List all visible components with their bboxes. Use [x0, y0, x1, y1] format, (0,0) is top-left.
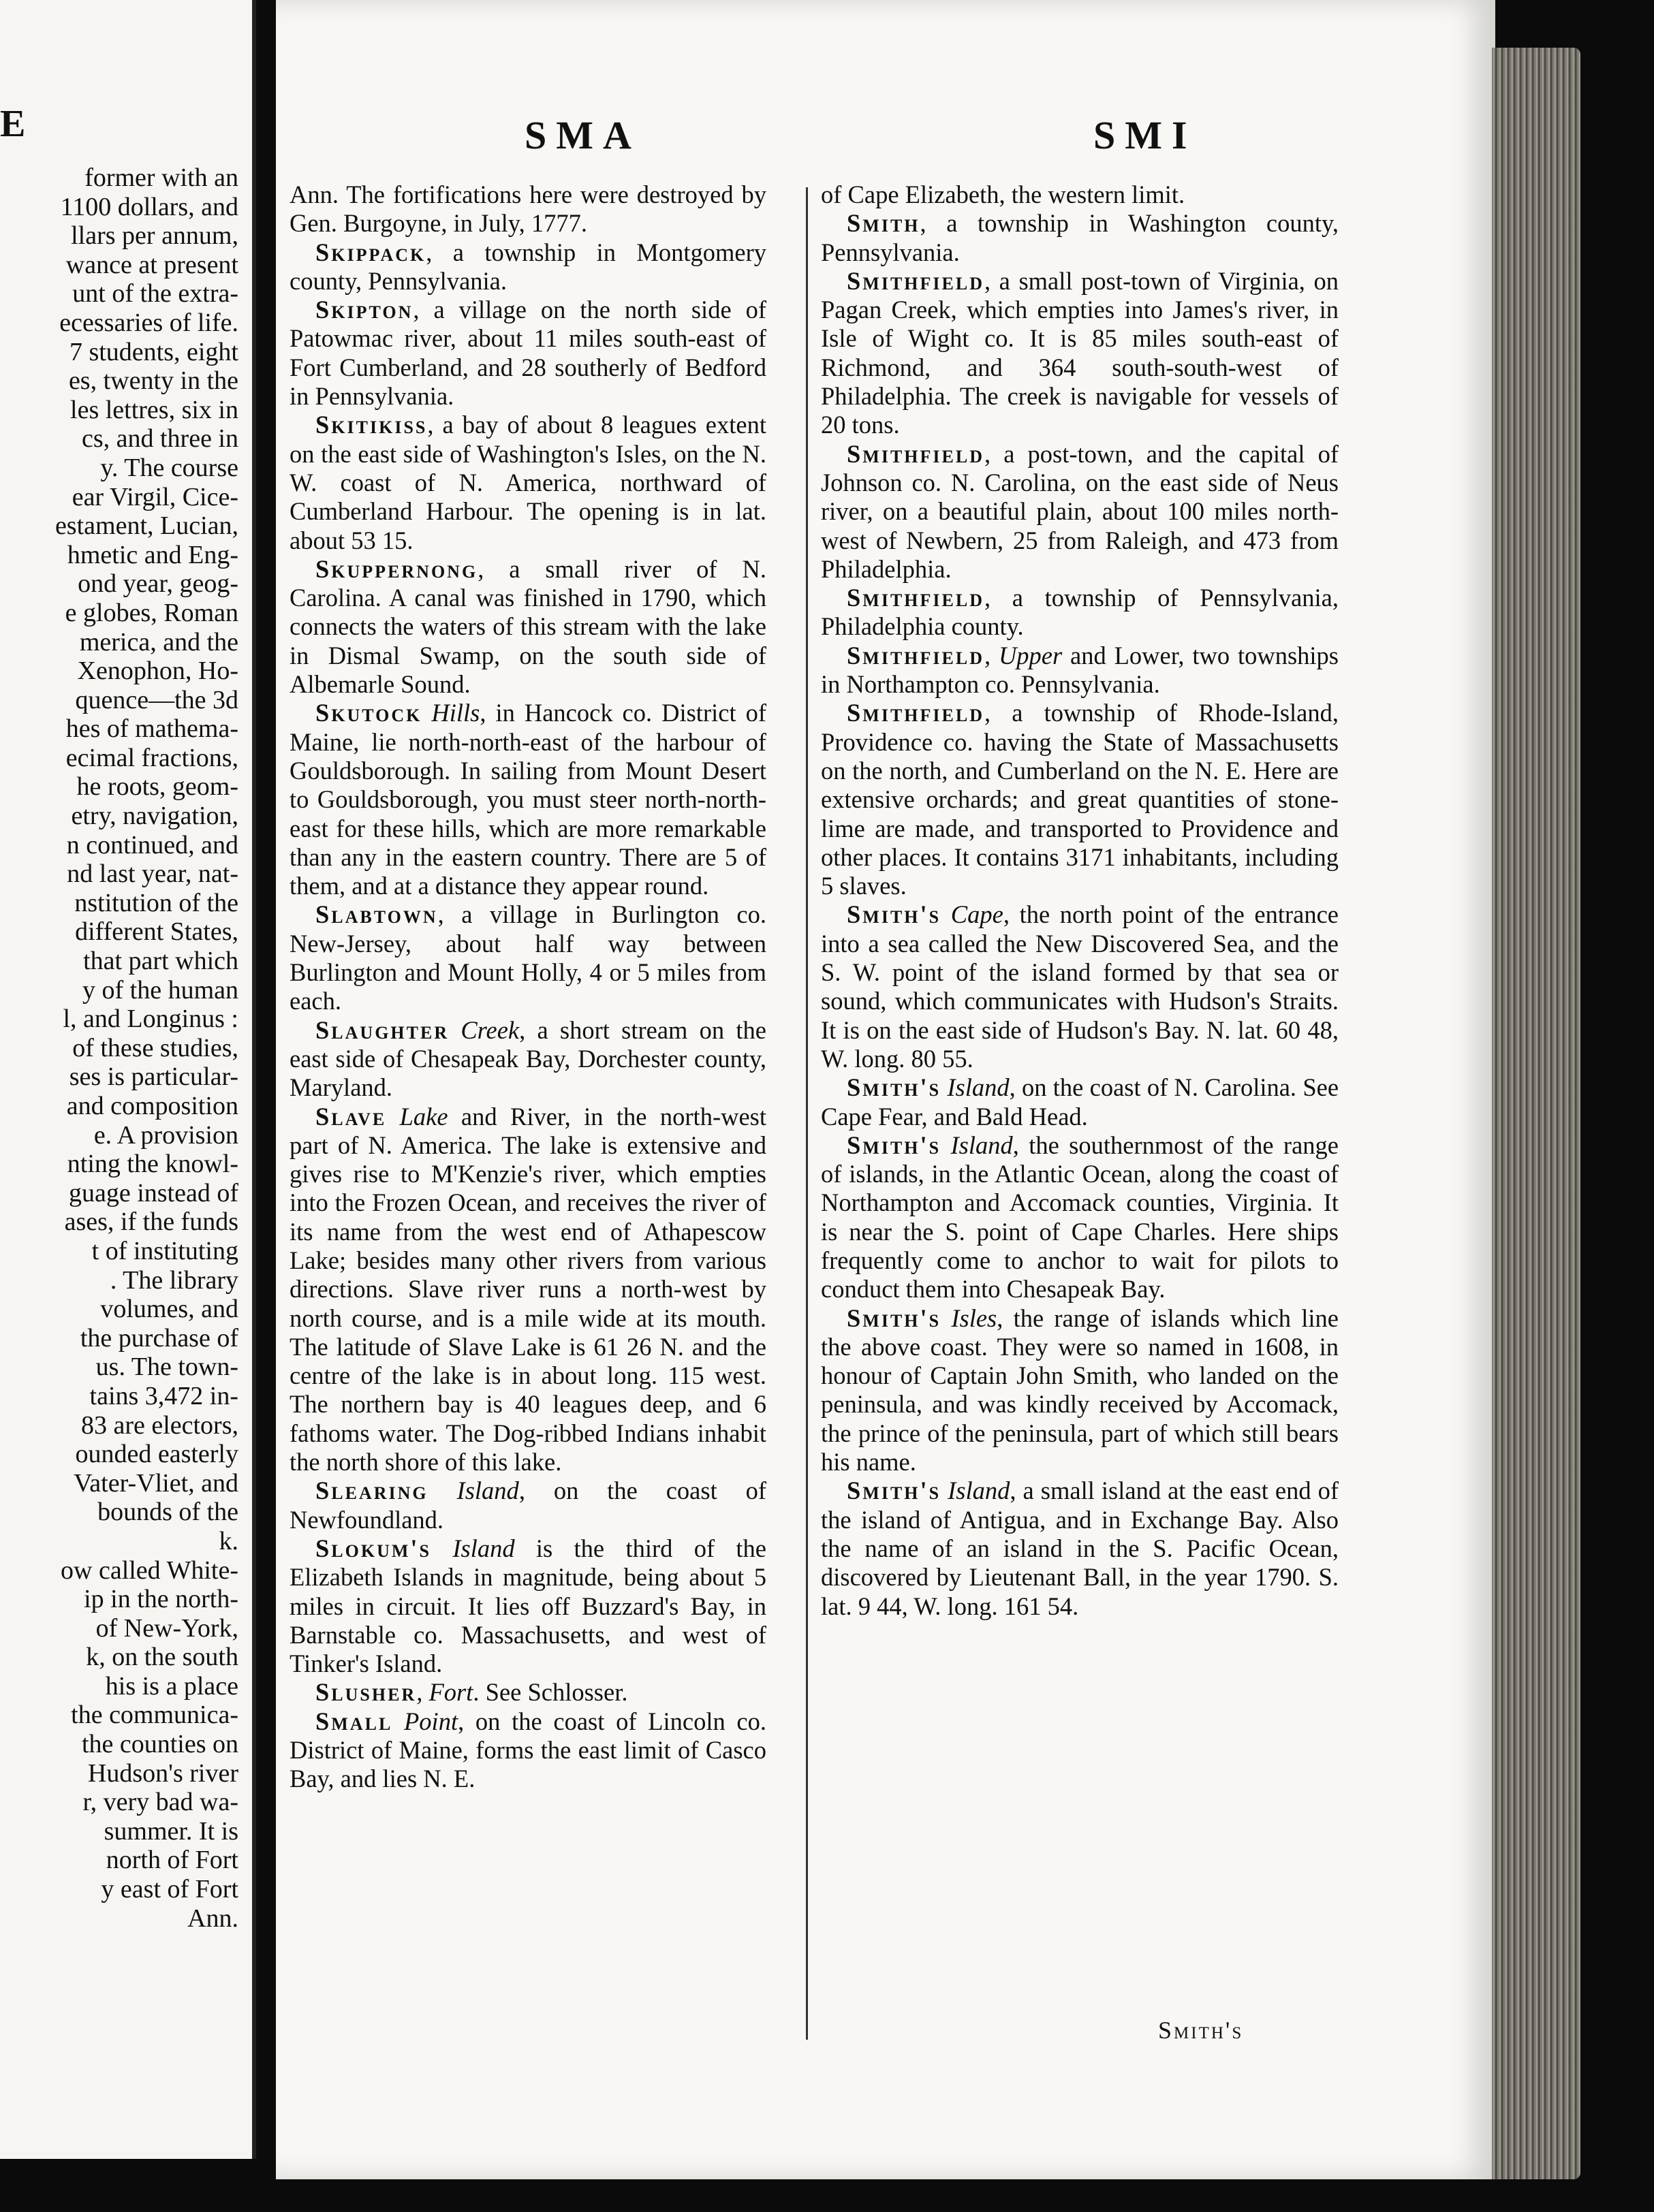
entry-qualifier: Creek — [449, 1015, 520, 1044]
facing-page-line: he roots, geom- — [76, 772, 238, 802]
entry-text: , a village in Burlington co. New-Jersey, about half way between Burlington and Mount Holly, 4 or 5 miles from each. — [290, 900, 766, 1015]
facing-page-line: former with an — [84, 163, 238, 192]
facing-page-line: etry, navigation, — [71, 802, 238, 831]
entry-headword: Smith's — [847, 1131, 941, 1159]
entry-qualifier: Island — [428, 1476, 519, 1505]
facing-page-line: tains 3,472 in- — [89, 1381, 238, 1410]
facing-page-line: different States, — [75, 917, 238, 947]
entry-headword: Smith's — [847, 1073, 941, 1102]
facing-page-line: k. — [219, 1526, 238, 1555]
facing-page-line: quence—the 3d — [75, 685, 238, 714]
entry-text: . See Schlosser. — [473, 1678, 628, 1707]
entry-qualifier: , Upper — [984, 641, 1063, 669]
facing-page-line: merica, and the — [79, 627, 238, 657]
facing-page-line: ounded easterly — [75, 1440, 238, 1469]
gazetteer-entry — [821, 180, 1339, 209]
entry-qualifier: Point — [392, 1707, 458, 1735]
facing-page-line: e globes, Roman — [65, 598, 238, 627]
facing-page-line: y east of Fort — [101, 1875, 238, 1904]
entry-headword: Smithfield — [847, 266, 984, 295]
entry-text: , the range of islands which line the above coast. They were so named in 1608, in honour of Captain John Smith, who landed on the peninsula, and was kindly received by Accomack, the prince of the peninsula, part of which still bears his name. — [821, 1304, 1339, 1476]
entry-headword: Skipton — [315, 296, 414, 324]
entry-text: , a post-town, and the capital of Johnson co. N. Carolina, on the east side of Neus river, on a beautiful plain, about 100 miles north-west of Newbern, 25 from Raleigh, and 473 from Philadelphia. — [821, 439, 1339, 583]
gazetteer-entry — [290, 1534, 766, 1678]
gazetteer-entry — [821, 267, 1339, 440]
entry-headword: Slaughter — [315, 1015, 450, 1044]
entry-qualifier: Island — [941, 1073, 1010, 1102]
entry-text: , a small river of N. Carolina. A canal was finished in 1790, which connects the waters of this stream with the lake in Dismal Swamp, on the south side of Albemarle Sound. — [290, 554, 766, 699]
facing-page-line: cs, and three in — [81, 424, 238, 454]
entry-headword: Smithfield — [847, 641, 984, 669]
facing-page-left — [0, 0, 256, 2159]
entry-headword: Smith's — [847, 900, 941, 929]
facing-page-line: ases, if the funds — [64, 1207, 238, 1237]
entry-qualifier: Island — [431, 1534, 515, 1562]
facing-page-line: his is a place — [105, 1671, 238, 1701]
gazetteer-entry — [290, 1707, 766, 1794]
book-page-edges — [1492, 48, 1580, 2179]
gazetteer-entry — [290, 1678, 766, 1707]
entry-qualifier: Cape — [941, 900, 1003, 929]
facing-page-line: hmetic and Eng- — [67, 540, 238, 569]
gazetteer-entry — [821, 642, 1339, 699]
gazetteer-entry — [290, 900, 766, 1015]
entry-headword: Slusher — [315, 1678, 417, 1707]
entry-text: , a township of Pennsylvania, Philadelphia county. — [821, 584, 1339, 641]
facing-page-line: ecimal fractions, — [65, 743, 238, 772]
facing-page-running-head: E — [0, 103, 29, 145]
entry-text: , on the coast of N. Carolina. See Cape Fear, and Bald Head. — [821, 1073, 1339, 1131]
entry-qualifier: Isles — [941, 1304, 997, 1332]
entry-text: , on the coast of Lincoln co. District of Maine, forms the east limit of Casco Bay, and lies N. E. — [290, 1707, 766, 1793]
facing-page-line: 7 students, eight — [69, 337, 238, 366]
facing-page-line: r, very bad wa- — [82, 1788, 238, 1817]
entry-headword: Skutock — [315, 699, 422, 727]
facing-page-line: n continued, and — [66, 830, 238, 859]
facing-page-line: les lettres, six in — [70, 395, 238, 424]
gazetteer-entry — [821, 209, 1339, 267]
facing-page-line: of New-York, — [95, 1613, 238, 1643]
entry-headword: Slokum's — [315, 1534, 432, 1562]
entry-text: Ann. The fortifications here were destroyed by Gen. Burgoyne, in July, 1777. — [290, 180, 766, 238]
entry-headword: Smith's — [847, 1304, 941, 1332]
facing-page-line: Ann. — [187, 1903, 238, 1933]
entry-headword: Skippack — [315, 238, 426, 266]
entry-text: , in Hancock co. District of Maine, lie north-north-east of the harbour of Gouldsborough. In sailing from Mount Desert to Gouldsborough, you must steer north-north-east for these hills, which are more remarkable than any in the eastern country. There are 5 of them, and at a distance they appear round. — [290, 699, 766, 900]
gazetteer-entry — [290, 699, 766, 900]
facing-page-line: . The library — [110, 1265, 238, 1295]
entry-headword: Slave — [315, 1102, 387, 1131]
facing-page-line: nstitution of the — [74, 888, 238, 917]
facing-page-line: e. A provision — [93, 1120, 238, 1150]
entry-headword: Smithfield — [847, 439, 984, 468]
facing-page-line: the counties on — [81, 1730, 238, 1759]
facing-page-line: 1100 dollars, and — [60, 192, 238, 221]
facing-page-line: l, and Longinus : — [63, 1005, 238, 1034]
entry-qualifier: Lake — [386, 1102, 448, 1131]
facing-page-line: summer. It is — [104, 1816, 238, 1846]
entry-text: , a township of Rhode-Island, Providence co. having the State of Massachusetts on the north, and Cumberland on the N. E. Here are extensive orchards; and great quantities of stone-lime are made, and transported to Providence and other places. It contains 3171 inhabitants, including 5 slaves. — [821, 699, 1339, 900]
gazetteer-entry — [821, 699, 1339, 900]
facing-page-line: llars per annum, — [71, 221, 238, 251]
entry-qualifier: , Fort — [416, 1678, 473, 1707]
text-column-right — [821, 180, 1339, 1621]
entry-text: , a bay of about 8 leagues extent on the east side of Washington's Isles, on the N. W. coast of N. America, northward of Cumberland Harbour. The opening is in lat. about 53 15. — [290, 411, 766, 554]
gazetteer-entry — [821, 900, 1339, 1073]
facing-page-line: 83 are electors, — [80, 1410, 238, 1440]
entry-text: and River, in the north-west part of N. America. The lake is extensive and gives rise to M'Kenzie's river, which empties into the Frozen Ocean, and receives the river of its name from the west end of Athapescow Lake; besides many other rivers from various directions. Slave river runs a north-west by north course, and is a mile wide at its mouth. The latitude of Slave Lake is 61 26 N. and the centre of the lake is in about long. 115 west. The northern bay is 40 leagues deep, and 6 fathoms water. The Dog-ribbed Indians inhabit the north shore of this lake. — [290, 1102, 767, 1476]
gazetteer-entry — [290, 555, 766, 699]
gazetteer-entry — [821, 1476, 1339, 1620]
entry-text: , a short stream on the east side of Chesapeak Bay, Dorchester county, Maryland. — [290, 1015, 766, 1102]
gazetteer-entry — [290, 1016, 766, 1103]
gazetteer-entry — [290, 1476, 766, 1534]
entry-text: , a township in Montgomery county, Pennsylvania. — [290, 238, 766, 295]
entry-qualifier: Hills — [422, 699, 480, 727]
facing-page-line: that part which — [83, 947, 238, 976]
gazetteer-entry — [290, 180, 766, 238]
entry-text: , the north point of the entrance into a sea called the New Discovered Sea, and the S. W. point of the island formed by that sea or sound, which communicates with Hudson's Straits. It is on the east side of Hudson's Bay. N. lat. 60 48, W. long. 80 55. — [821, 900, 1339, 1073]
entry-text: , the southernmost of the range of islands, in the Atlantic Ocean, along the coast of Northampton and Accomack counties, Virginia. It is near the S. point of Cape Charles. Here ships frequently come to anchor to wait for pilots to conduct them into Chesapeak Bay. — [821, 1131, 1339, 1304]
facing-page-line: Xenophon, Ho- — [77, 657, 238, 686]
entry-text: is the third of the Elizabeth Islands in magnitude, being about 5 miles in circuit. It lies off Buzzard's Bay, in Barnstable co. Massachusetts, and west of Tinker's Island. — [290, 1534, 766, 1678]
entry-text: , on the coast of Newfoundland. — [290, 1476, 767, 1534]
entry-text: of Cape Elizabeth, the western limit. — [821, 180, 1185, 208]
facing-page-line: of these studies, — [72, 1033, 238, 1062]
facing-page-line: estament, Lucian, — [54, 511, 238, 541]
entry-text: , a village on the north side of Patowmac river, about 11 miles south-east of Fort Cumberland, and 28 southerly of Bedford in Pennsylvania. — [290, 296, 766, 411]
facing-page-line: ecessaries of life. — [59, 308, 238, 337]
gazetteer-entry — [821, 1304, 1339, 1477]
facing-page-line: north of Fort — [106, 1846, 238, 1875]
entry-headword: Smith — [847, 209, 920, 238]
facing-page-line: volumes, and — [100, 1295, 238, 1324]
entry-text: , a township in Washington county, Pennsylvania. — [821, 209, 1339, 266]
catchword: Smith's — [1158, 2017, 1244, 2044]
facing-page-line: nd last year, nat- — [67, 859, 238, 889]
facing-page-line: wance at present — [65, 250, 238, 279]
gazetteer-entry — [821, 1131, 1339, 1304]
gazetteer-entry — [821, 440, 1339, 584]
running-head-left: SMA — [525, 113, 641, 157]
facing-page-line: t of instituting — [91, 1236, 238, 1265]
facing-page-line: Vater-Vliet, and — [74, 1468, 238, 1498]
facing-page-line: ow called White- — [61, 1555, 238, 1585]
entry-headword: Smithfield — [847, 584, 984, 612]
facing-page-line: Hudson's river — [87, 1758, 238, 1788]
facing-page-line: us. The town- — [95, 1353, 238, 1382]
facing-page-line: ses is particular- — [69, 1062, 238, 1092]
gazetteer-entry — [821, 584, 1339, 642]
entry-text: , a small post-town of Virginia, on Pagan Creek, which empties into James's river, in Isle of Wight co. It is 85 miles south-east of Richmond, and 364 south-south-west of Philadelphia. The creek is navigable for vessels of 20 tons. — [821, 266, 1339, 439]
entry-qualifier: Island — [941, 1476, 1010, 1505]
entry-qualifier: Island — [941, 1131, 1013, 1159]
entry-headword: Smithfield — [847, 699, 984, 727]
entry-text: and Lower, two townships in Northampton co. Pennsylvania. — [821, 641, 1339, 699]
text-column-left — [290, 180, 766, 1794]
facing-page-line: k, on the south — [86, 1643, 238, 1672]
facing-page-line: ip in the north- — [84, 1585, 238, 1614]
facing-page-line: ear Virgil, Cice- — [72, 482, 238, 511]
gazetteer-entry — [290, 238, 766, 296]
entry-headword: Slearing — [315, 1476, 428, 1505]
facing-page-text — [7, 163, 238, 1933]
entry-headword: Small — [315, 1707, 393, 1735]
facing-page-line: the communica- — [71, 1701, 238, 1730]
running-head-right: SMI — [1093, 113, 1197, 157]
column-divider — [806, 187, 808, 2040]
facing-page-line: ond year, geog- — [78, 569, 238, 599]
facing-page-line: the purchase of — [80, 1323, 238, 1353]
gazetteer-entry — [290, 411, 766, 554]
entry-headword: Skuppernong — [315, 554, 478, 583]
entry-headword: Skitikiss — [315, 411, 428, 439]
facing-page-line: y of the human — [82, 975, 238, 1005]
facing-page-line: bounds of the — [97, 1498, 238, 1527]
facing-page-line: unt of the extra- — [72, 279, 238, 309]
gazetteer-entry — [290, 1103, 766, 1477]
facing-page-line: es, twenty in the — [68, 366, 238, 396]
entry-headword: Smith's — [847, 1476, 941, 1505]
facing-page-line: nting the knowl- — [67, 1150, 238, 1179]
facing-page-line: y. The course — [100, 453, 238, 482]
facing-page-line: hes of mathema- — [65, 714, 238, 744]
entry-text: , a small island at the east end of the island of Antigua, and in Exchange Bay. Also the name of an island in the S. Pacific Ocean, discovered by Lieutenant Ball, in the year 1790. S. lat. 9 44, W. long. 161 54. — [821, 1476, 1339, 1620]
facing-page-line: and composition — [66, 1092, 238, 1120]
gazetteer-entry — [290, 296, 766, 411]
gazetteer-entry — [821, 1073, 1339, 1131]
facing-page-line: guage instead of — [68, 1178, 238, 1207]
entry-headword: Slabtown — [315, 900, 438, 929]
